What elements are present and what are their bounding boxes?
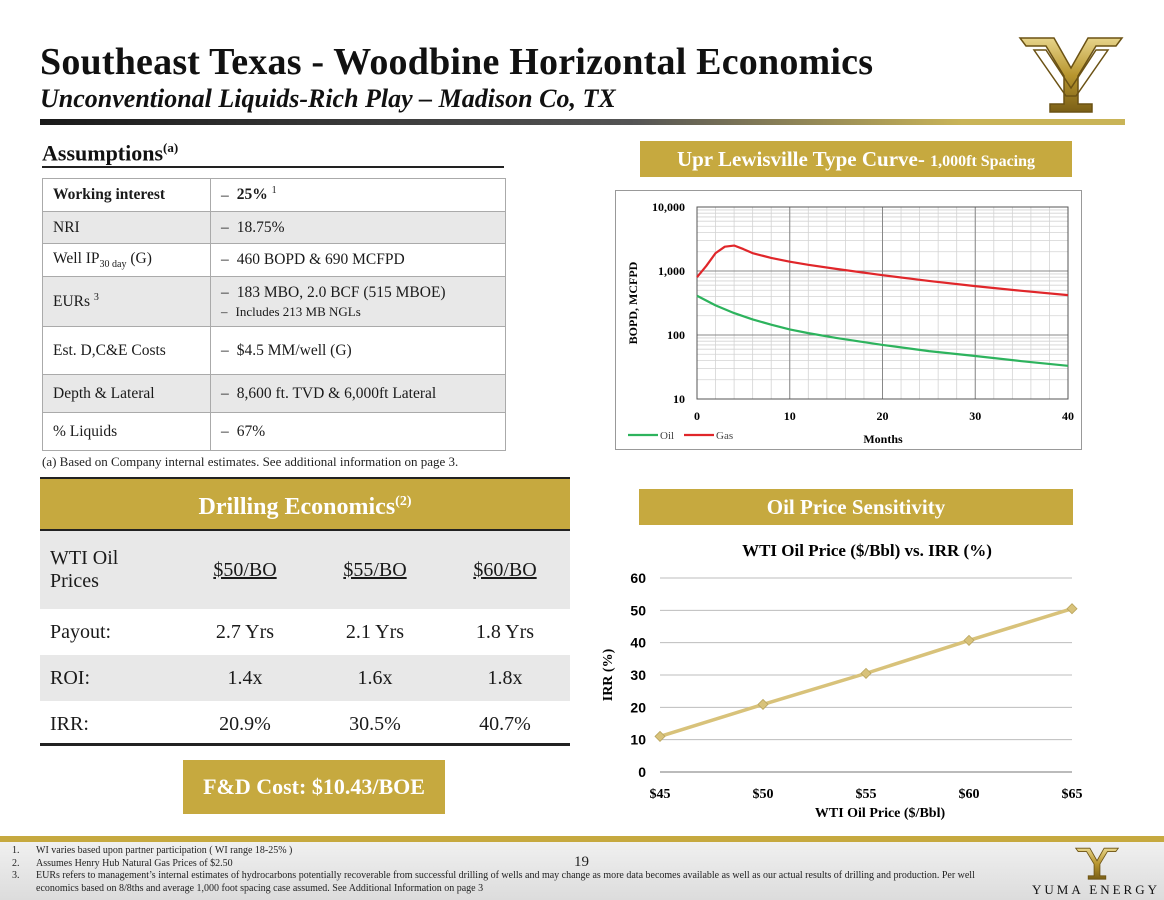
table-row bbox=[40, 701, 570, 747]
footer-note: 1. WI varies based upon partner participation ( WI range 18-25% ) bbox=[12, 845, 293, 856]
assumptions-divider bbox=[42, 166, 504, 168]
metric-value: 2.1 Yrs bbox=[345, 620, 405, 643]
table-row bbox=[43, 327, 506, 375]
metric-value: 2.7 Yrs bbox=[215, 620, 275, 643]
footer-notes bbox=[12, 845, 1012, 895]
metric-value: 20.9% bbox=[219, 712, 271, 735]
y-axis-label: BOPD, MCFPD bbox=[626, 261, 640, 345]
irr-data-point bbox=[964, 635, 974, 645]
y-tick-label: 20 bbox=[630, 699, 646, 716]
assumption-key: NRI bbox=[43, 212, 211, 244]
y-tick-label: 1,000 bbox=[658, 264, 685, 278]
yuma-small-logo-icon bbox=[1074, 843, 1120, 881]
type-curve-label: Upr Lewisville Type Curve- 1,000ft Spacing bbox=[640, 141, 1072, 177]
price-header: $60/BO bbox=[440, 531, 570, 609]
metric-label: Payout: bbox=[50, 620, 112, 643]
y-tick-label: 0 bbox=[638, 764, 646, 780]
assumption-value: – 8,600 ft. TVD & 6,000ft Lateral bbox=[211, 375, 506, 413]
irr-data-point bbox=[1067, 604, 1077, 614]
x-tick-label: 0 bbox=[694, 409, 700, 423]
drilling-economics-bottom-rule bbox=[40, 743, 570, 746]
legend-label-oil: Oil bbox=[660, 430, 675, 442]
metric-value: 1.8 Yrs bbox=[475, 620, 535, 643]
footer-note: 2. Assumes Henry Hub Natural Gas Prices of $2.50 bbox=[12, 857, 233, 869]
assumptions-footnote: (a) Based on Company internal estimates. See additional information on page 3. bbox=[42, 454, 459, 469]
x-tick-label: 40 bbox=[1062, 409, 1074, 423]
assumption-value: – 460 BOPD & 690 MCFPD bbox=[211, 244, 506, 277]
y-tick-label: 60 bbox=[630, 570, 646, 586]
y-tick-label: 100 bbox=[667, 328, 685, 342]
assumption-key: Est. D,C&E Costs bbox=[43, 327, 211, 375]
assumption-key: EURs $^3$ bbox=[43, 277, 211, 327]
table-row bbox=[43, 277, 506, 327]
page-number: 19 bbox=[574, 854, 589, 870]
chart-title: WTI Oil Price ($/Bbl) vs. IRR (%) bbox=[742, 541, 992, 560]
metric-value: 1.6x bbox=[310, 655, 440, 701]
table-row bbox=[40, 609, 570, 655]
price-row-label: WTI Oil Prices bbox=[40, 531, 180, 609]
drilling-economics-heading: Drilling Economics$^{(2)}$ bbox=[40, 477, 570, 531]
assumption-key: % Liquids bbox=[43, 413, 211, 451]
table-row bbox=[43, 244, 506, 277]
assumption-key: Well $IP_{30 day}$ (G) bbox=[43, 244, 211, 277]
x-tick-label: 30 bbox=[969, 409, 982, 423]
x-axis-label: Months bbox=[863, 432, 903, 446]
metric-value: 1.8x bbox=[440, 655, 570, 701]
assumption-value: – 67% bbox=[211, 413, 506, 451]
table-row bbox=[43, 375, 506, 413]
x-tick-label: $60 bbox=[958, 787, 980, 802]
y-tick-label: 30 bbox=[630, 667, 646, 683]
y-tick-label: 40 bbox=[630, 634, 646, 651]
y-tick-label: 10 bbox=[630, 731, 646, 748]
metric-value: 1.4x bbox=[180, 655, 310, 701]
metric-value: 40.7% bbox=[479, 712, 531, 735]
assumptions-table bbox=[42, 178, 506, 451]
assumption-value: – 25% $^1$ bbox=[211, 179, 506, 212]
x-axis-label: WTI Oil Price ($/Bbl) bbox=[814, 806, 946, 821]
metric-value: 30.5% bbox=[349, 712, 401, 735]
assumption-key: Working interest bbox=[43, 179, 211, 212]
price-header: $50/BO bbox=[180, 531, 310, 609]
x-tick-label: $65 bbox=[1061, 787, 1083, 802]
x-tick-label: $55 bbox=[855, 787, 877, 802]
assumptions-heading: Assumptions$^{(a)}$ bbox=[42, 140, 179, 166]
type-curve-chart bbox=[615, 190, 1082, 450]
drilling-economics-table bbox=[40, 531, 570, 747]
y-tick-label: 50 bbox=[630, 602, 646, 619]
fd-cost-badge: F&D Cost: $10.43/BOE bbox=[183, 760, 445, 814]
oil-price-irr-chart bbox=[595, 530, 1095, 830]
y-tick-label: 10 bbox=[673, 392, 685, 406]
yuma-logo-icon bbox=[1016, 28, 1126, 114]
y-axis-label: IRR (%) bbox=[601, 648, 616, 702]
table-row bbox=[43, 179, 506, 212]
table-row bbox=[40, 655, 570, 701]
assumption-value: – $4.5 MM/well (G) bbox=[211, 327, 506, 375]
x-tick-label: $45 bbox=[649, 787, 671, 802]
x-tick-label: 10 bbox=[783, 409, 796, 423]
irr-data-point bbox=[758, 699, 768, 709]
metric-label: ROI: bbox=[40, 655, 180, 701]
drilling-economics-panel bbox=[40, 477, 570, 745]
metric-label: IRR: bbox=[50, 712, 89, 735]
assumption-value: – 183 MBO, 2.0 BCF (515 MBOE) – Includes 213 MB NGLs bbox=[211, 277, 506, 327]
y-tick-label: 10,000 bbox=[652, 200, 685, 214]
price-header: $55/BO bbox=[310, 531, 440, 609]
brand-name: YUMA ENERGY bbox=[1032, 882, 1160, 897]
assumption-key: Depth & Lateral bbox=[43, 375, 211, 413]
x-tick-label: 20 bbox=[876, 409, 889, 423]
legend-label-gas: Gas bbox=[716, 430, 734, 442]
oil-price-sensitivity-label: Oil Price Sensitivity bbox=[639, 489, 1073, 525]
page-title: Southeast Texas - Woodbine Horizontal Economics bbox=[40, 41, 874, 83]
assumption-value: – 18.75% bbox=[211, 212, 506, 244]
table-row bbox=[43, 212, 506, 244]
title-divider bbox=[40, 119, 1125, 125]
table-row bbox=[40, 531, 570, 609]
footer-note: 3. EURs refers to management’s internal estimates of hydrocarbons potentially recoverable from successful drilling of wells and may change as more data becomes available as well as our actual results of drilling and production. Per well economics based on 8/8ths and average 1,000 foot spacing case assumed. See Additional Information on page 3 bbox=[12, 870, 975, 894]
irr-data-point bbox=[861, 668, 871, 678]
x-tick-label: $50 bbox=[752, 787, 774, 802]
page-subtitle: Unconventional Liquids-Rich Play – Madison Co, TX bbox=[40, 84, 616, 113]
table-row bbox=[43, 413, 506, 451]
